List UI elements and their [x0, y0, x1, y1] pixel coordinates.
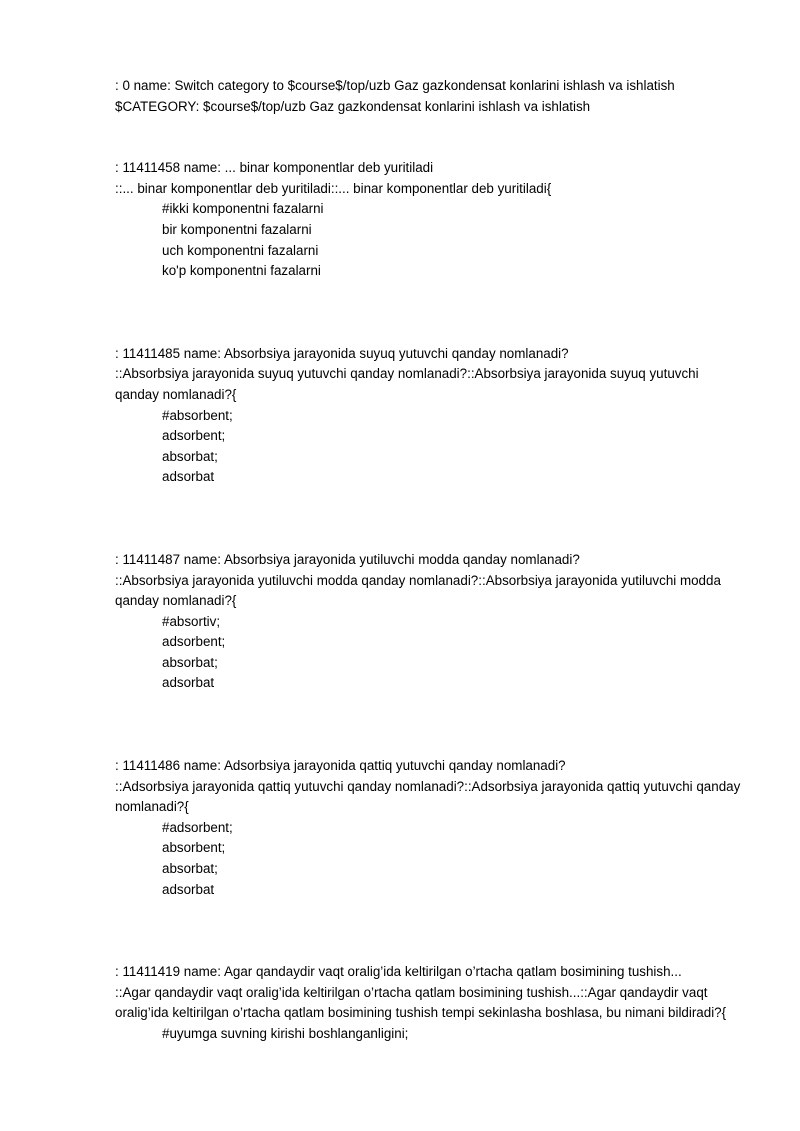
answer-option: #uyumga suvning kirishi boshlanganligini;	[162, 1026, 409, 1041]
answer-option: uch komponentni fazalarni	[162, 242, 319, 258]
question-body: ::... binar komponentlar deb yuritiladi::... binar komponentlar deb yuritiladi{	[115, 180, 552, 196]
answer-option: adsorbat	[162, 675, 215, 691]
spacer	[115, 694, 745, 756]
category-header: : 0 name: Switch category to $course$/top/uzb Gaz gazkondensat konlarini ishlash va ishlatish	[115, 78, 675, 93]
answer-option: absorbat;	[162, 861, 218, 877]
answer-option: adsorbat	[162, 881, 215, 897]
question-header: : 11411458 name: ... binar komponentlar deb yuritiladi	[115, 160, 434, 176]
spacer	[115, 900, 745, 962]
answer-option: absorbat;	[162, 654, 218, 670]
question-body: ::Absorbsiya jarayonida suyuq yutuvchi qanday nomlanadi?::Absorbsiya jarayonida suyuq yutuvchi qanday nomlanadi?{	[115, 366, 699, 402]
question-block	[115, 158, 745, 282]
answer-option: ko'p komponentni fazalarni	[162, 263, 321, 279]
spacer	[115, 282, 745, 344]
question-body: ::Agar qandaydir vaqt oralig’ida keltirilgan o’rtacha qatlam bosimining tushish...::Agar qandaydir vaqt oralig’ida keltirilgan o’rtacha qatlam bosimining tushish tempi sekinlasha boshlasa, bu nimani bildiradi?{	[115, 984, 727, 1021]
question-header: : 11411419 name: Agar qandaydir vaqt oralig’ida keltirilgan o’rtacha qatlam bosimining tushish...	[115, 964, 682, 980]
answer-option: bir komponentni fazalarni	[162, 221, 312, 237]
answer-option: absorbent;	[162, 840, 226, 856]
document-page	[115, 76, 745, 1045]
answer-option: adsorbent;	[162, 634, 226, 650]
answer-option: #ikki komponentni fazalarni	[162, 201, 324, 217]
question-block	[115, 550, 745, 694]
spacer	[115, 488, 745, 550]
question-block	[115, 756, 745, 900]
answer-option: #absortiv;	[162, 613, 221, 629]
category-block	[115, 76, 745, 117]
question-body: ::Absorbsiya jarayonida yutiluvchi modda qanday nomlanadi?::Absorbsiya jarayonida yutiluvchi modda qanday nomlanadi?{	[115, 572, 721, 609]
question-header: : 11411487 name: Absorbsiya jarayonida yutiluvchi modda qanday nomlanadi?	[115, 551, 580, 567]
question-body: ::Adsorbsiya jarayonida qattiq yutuvchi qanday nomlanadi?::Adsorbsiya jarayonida qattiq yutuvchi qanday nomlanadi?{	[115, 778, 741, 815]
question-block	[115, 344, 745, 488]
category-line: $CATEGORY: $course$/top/uzb Gaz gazkondensat konlarini ishlash va ishlatish	[115, 98, 591, 114]
answer-option: adsorbent;	[162, 428, 226, 444]
question-header: : 11411485 name: Absorbsiya jarayonida suyuq yutuvchi qanday nomlanadi?	[115, 345, 569, 361]
answer-option: #adsorbent;	[162, 819, 233, 835]
answer-option: adsorbat	[162, 469, 215, 485]
question-block	[115, 962, 745, 1044]
answer-option: absorbat;	[162, 448, 218, 464]
answer-option: #absorbent;	[162, 407, 233, 423]
question-header: : 11411486 name: Adsorbsiya jarayonida qattiq yutuvchi qanday nomlanadi?	[115, 758, 566, 774]
